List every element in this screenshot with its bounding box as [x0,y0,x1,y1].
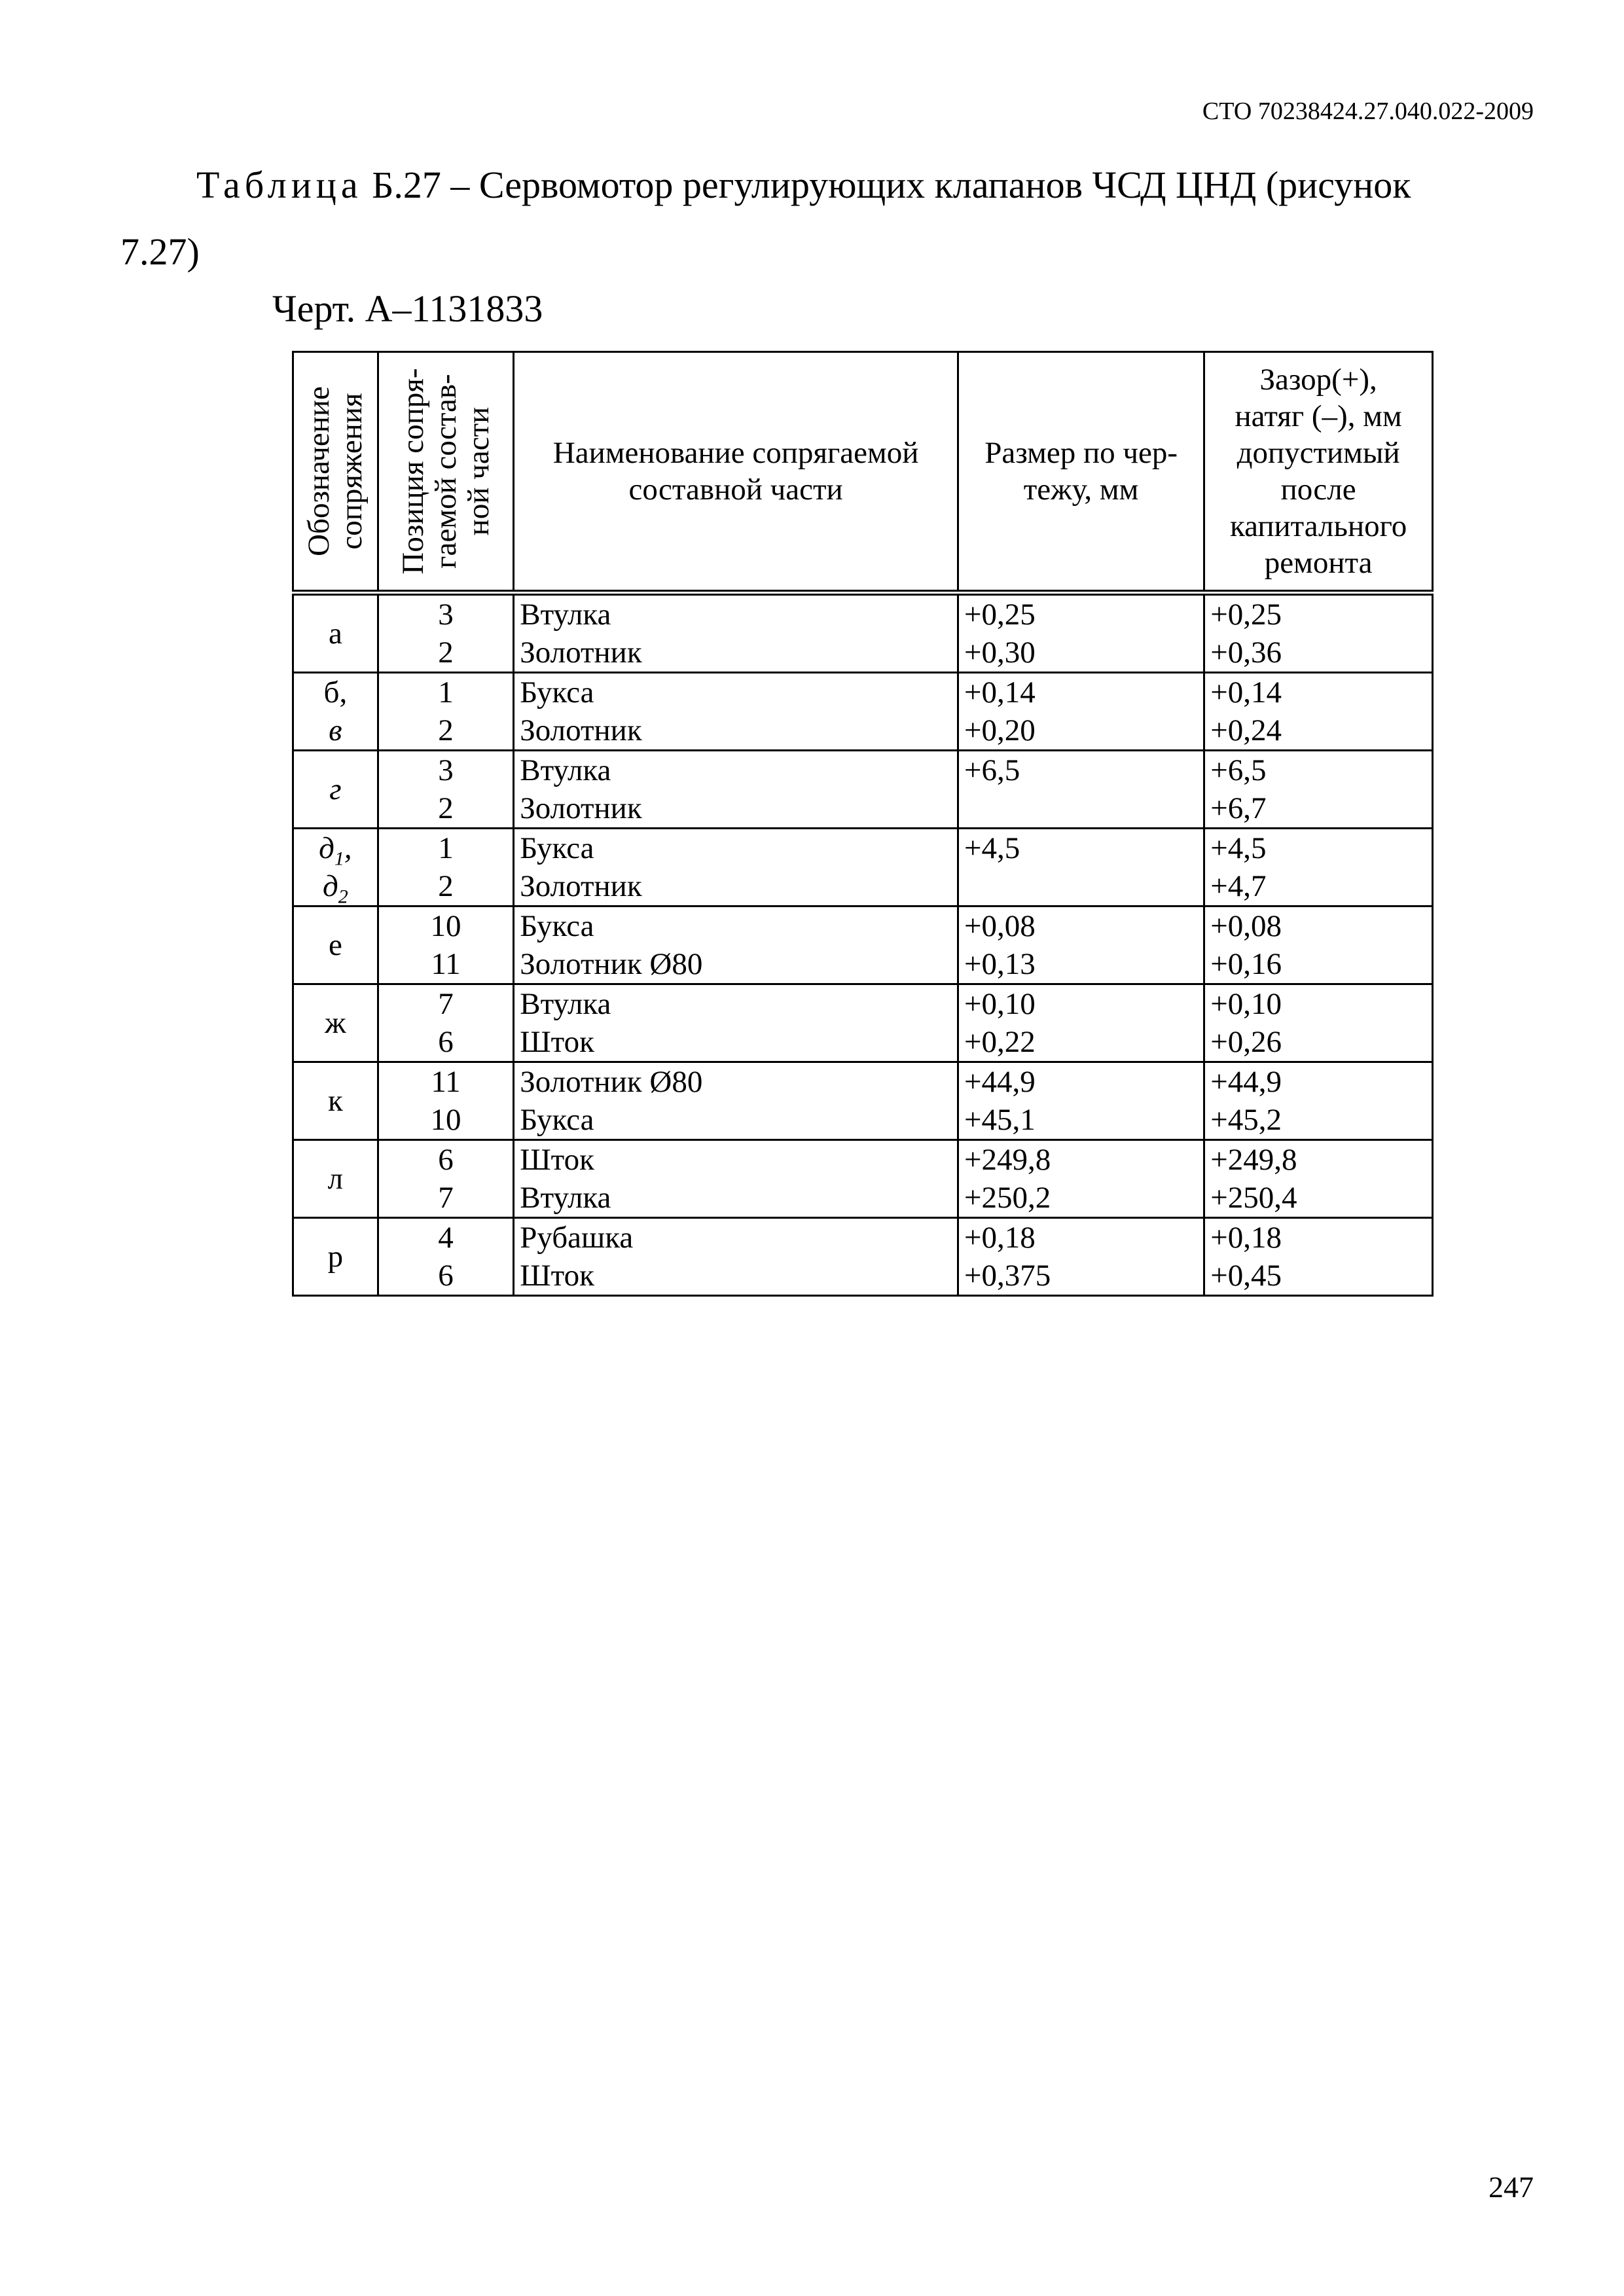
part-name-cell: Шток Втулка [514,1140,958,1218]
allowed-gap-cell: +0,18 +0,45 [1204,1218,1433,1296]
header-part-position: Позиция сопря- гаемой состав- ной части [378,352,513,593]
header-drawing-size: Размер по чер- тежу, мм [958,352,1204,593]
allowed-gap-cell: +44,9 +45,2 [1204,1062,1433,1140]
table-row [293,673,1433,751]
mating-parts-table [292,351,1434,1297]
position-cell: 3 2 [378,751,513,829]
drawing-size-cell: +44,9 +45,1 [958,1062,1204,1140]
document-code: СТО 70238424.27.040.022-2009 [1202,98,1534,125]
drawing-size-cell: +0,08 +0,13 [958,906,1204,984]
allowed-gap-cell: +0,25 +0,36 [1204,593,1433,673]
part-name-cell: Втулка Шток [514,984,958,1062]
table-row [293,751,1433,829]
header-mating-code: Обозначение сопряжения [293,352,378,593]
position-cell: 11 10 [378,1062,513,1140]
table-row [293,593,1433,673]
allowed-gap-cell: +249,8 +250,4 [1204,1140,1433,1218]
part-name-cell: Букса Золотник [514,829,958,906]
mating-code-cell: $д_1$, $д_2$ [293,829,378,906]
caption-title: Б.27 – Сервомотор регулирующих клапанов ЧСД ЦНД (рисунок [362,164,1411,206]
part-name-cell: Втулка Золотник [514,751,958,829]
allowed-gap-cell: +0,14 +0,24 [1204,673,1433,751]
position-cell: 7 6 [378,984,513,1062]
part-name-cell: Золотник Ø80 Букса [514,1062,958,1140]
part-name-cell: Втулка Золотник [514,593,958,673]
drawing-size-cell: +0,18 +0,375 [958,1218,1204,1296]
mating-code-cell: е [293,906,378,984]
allowed-gap-cell: +0,10 +0,26 [1204,984,1433,1062]
caption-label: Таблица [196,164,363,206]
position-cell: 10 11 [378,906,513,984]
part-name-cell: Рубашка Шток [514,1218,958,1296]
position-cell: 1 2 [378,829,513,906]
table-row [293,1140,1433,1218]
drawing-size-cell: +0,14 +0,20 [958,673,1204,751]
position-cell: 6 7 [378,1140,513,1218]
mating-code-cell: ж [293,984,378,1062]
allowed-gap-cell: +0,08 +0,16 [1204,906,1433,984]
drawing-size-cell: +0,10 +0,22 [958,984,1204,1062]
part-name-cell: Букса Золотник [514,673,958,751]
table-header-row [293,352,1433,593]
mating-code-cell: л [293,1140,378,1218]
table-row [293,984,1433,1062]
table-row [293,906,1433,984]
drawing-size-cell: +249,8 +250,2 [958,1140,1204,1218]
table-row [293,1062,1433,1140]
position-cell: 1 2 [378,673,513,751]
mating-code-cell: г [293,751,378,829]
part-name-cell: Букса Золотник Ø80 [514,906,958,984]
position-cell: 3 2 [378,593,513,673]
mating-code-cell: р [293,1218,378,1296]
header-part-name: Наименование сопрягаемой составной части [514,352,958,593]
table-row [293,829,1433,906]
drawing-size-cell: +6,5 [958,751,1204,829]
mating-code-cell: б, в [293,673,378,751]
drawing-reference: Черт. А–1131833 [272,287,543,330]
mating-code-cell: к [293,1062,378,1140]
drawing-size-cell: +4,5 [958,829,1204,906]
drawing-size-cell: +0,25 +0,30 [958,593,1204,673]
header-allowed-gap: Зазор(+), натяг (–), мм допустимый после капитального ремонта [1204,352,1433,593]
page-number: 247 [1489,2170,1534,2204]
allowed-gap-cell: +6,5 +6,7 [1204,751,1433,829]
table-row [293,1218,1433,1296]
allowed-gap-cell: +4,5 +4,7 [1204,829,1433,906]
caption-continuation: 7.27) [120,230,200,273]
mating-code-cell: а [293,593,378,673]
table-caption [120,152,1532,285]
position-cell: 4 6 [378,1218,513,1296]
